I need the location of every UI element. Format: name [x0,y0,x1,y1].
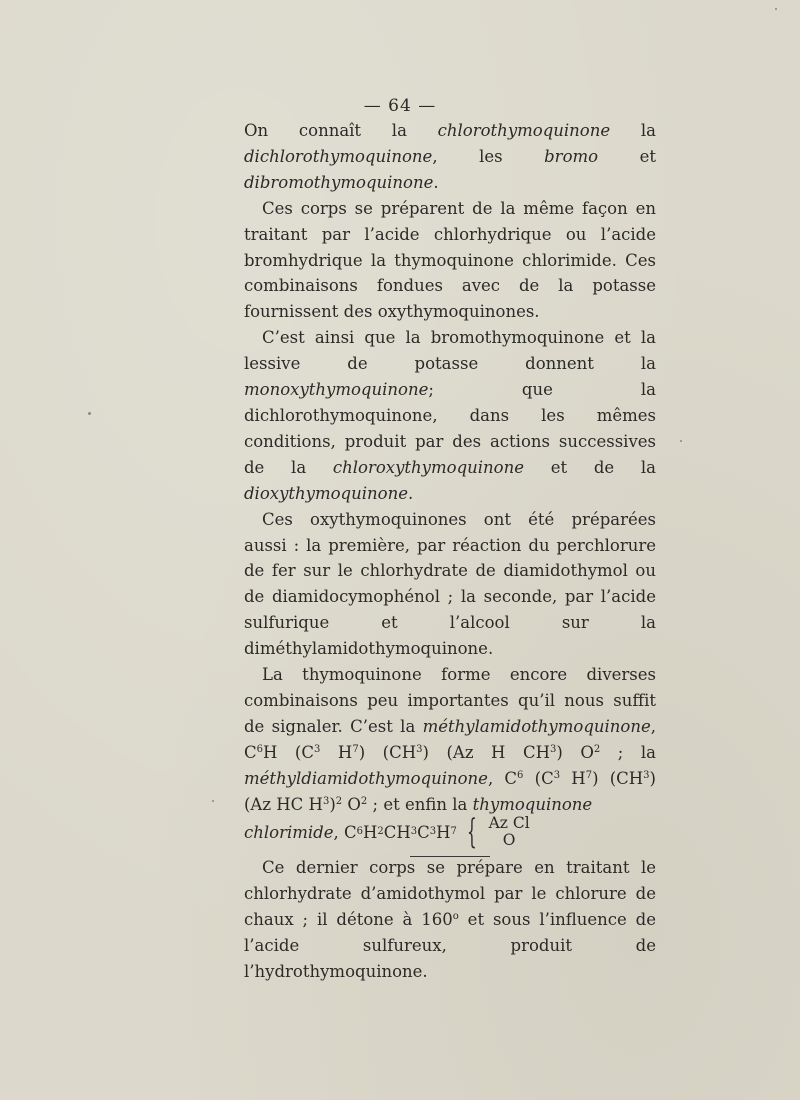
text-run: et de la [524,457,656,477]
paragraph-1 [244,118,656,196]
italic-term: méthyldiamidothymoquinone [244,768,488,788]
formula-run: ) [329,794,336,814]
superscript: 3 [322,795,330,807]
paragraph-2: Ces corps se préparent de la même façon en traitant par l’acide chlorhydrique ou l’acide bromhydrique la thymoquinone chlorimide. Ces combinaisons fondues avec de la potasse fournissent des oxythymoquinones. [244,198,656,322]
text-run: et [598,146,657,166]
stack-bottom: O [502,831,516,850]
formula-run: , C [244,716,656,762]
text-run: C’est ainsi que la bromothymoquinone et la lessive de potasse donnent la [244,328,656,374]
superscript: 3 [416,743,423,755]
superscript: 3 [550,743,557,755]
italic-term: thymoquinone [472,794,593,814]
superscript: 2 [593,743,601,755]
formula-run: ) (Az HC H [244,768,656,814]
italic-term: dichlorothymoquinone [244,146,433,166]
superscript: 3 [553,769,561,781]
paper-speck [680,440,682,442]
paper-speck [775,8,777,10]
formula-run: C [417,822,430,842]
formula-run: ) (Az H CH [422,742,550,762]
italic-term: chlorothymoquinone [437,121,611,140]
text-run: La thymoquinone forme encore diverses combinaisons peu importantes qu’il nous suffit de signaler. C’est la [244,665,656,736]
text-run: ; la [600,742,657,762]
curly-brace-icon: { [466,812,477,853]
superscript: 2 [360,795,368,807]
italic-term: monoxythymoquinone [244,380,429,400]
italic-term: dioxythymoquinone [244,483,408,503]
text-run: On connaît la [244,121,438,140]
text-run: ; et enfin la [367,794,473,814]
body-text [244,118,656,985]
chlorimide-formula: chlorimide , C 6 H 2 CH 3 C 3 H 7 { Az Cl O [244,812,530,853]
italic-term: méthylamidothymoquinone [422,716,651,736]
formula-run: , C [487,768,518,788]
formula-run: CH [383,822,411,842]
italic-term: chlorimide [244,822,334,842]
superscript: 2 [335,795,343,807]
paper-speck [212,800,214,802]
superscript: 3 [643,769,650,781]
text-run: . [407,483,414,503]
text-run: , les [432,146,545,166]
italic-term: bromo [544,146,599,166]
stack-top: Az Cl [488,814,530,833]
paper-speck [88,412,91,415]
formula-run: H [560,768,586,788]
formula-run: H [436,822,451,842]
formula-run: ) O [556,742,594,762]
superscript: 3 [314,743,321,755]
text-run: et sous l’influence de l’acide sulfureux, produit de l’hydrothymoquinone. [244,910,656,982]
paragraph-6 [244,855,656,985]
superscript: 6 [517,769,524,781]
formula-run: , C [333,822,357,842]
text-run: la [610,121,656,140]
text-run: Ce dernier corps se prépare en traitant le chlorhydrate d’amidothymol par le chlorure de chaux ; il détone à 160 [244,858,656,930]
text-run: . [433,172,439,192]
superscript: 7 [585,769,593,781]
formula-run: H [320,742,353,762]
superscript: 6 [256,743,263,755]
formula-run: ) (CH [358,742,417,762]
formula-run: H [363,822,378,842]
formula-run: H (C [263,742,314,762]
paragraph-5 [244,662,656,817]
page-number: — 64 — [363,96,437,116]
formula-stack [489,815,530,849]
italic-term: dibromothymoquinone [244,172,434,192]
superscript: 7 [352,743,359,755]
formula-run: (C [523,768,554,788]
text-run: ; que la dichlorothymoquinone, dans les mêmes conditions, produit par des actions successives de la [244,380,656,477]
superscript: o [452,911,459,923]
formula-run: O [342,794,361,814]
italic-term: chloroxythymoquinone [332,457,524,477]
formula-run: ) (CH [592,768,644,788]
paragraph-3 [244,325,656,506]
end-rule [410,856,490,857]
paragraph-4: Ces oxythymoquinones ont été préparées aussi : la première, par réaction du perchlorure de fer sur le chlorhydrate de diamidothymol ou de diamidocymophénol ; la seconde, par l’acide sulfurique et l’alcool sur la diméthylamidothymoquinone. [244,509,656,659]
